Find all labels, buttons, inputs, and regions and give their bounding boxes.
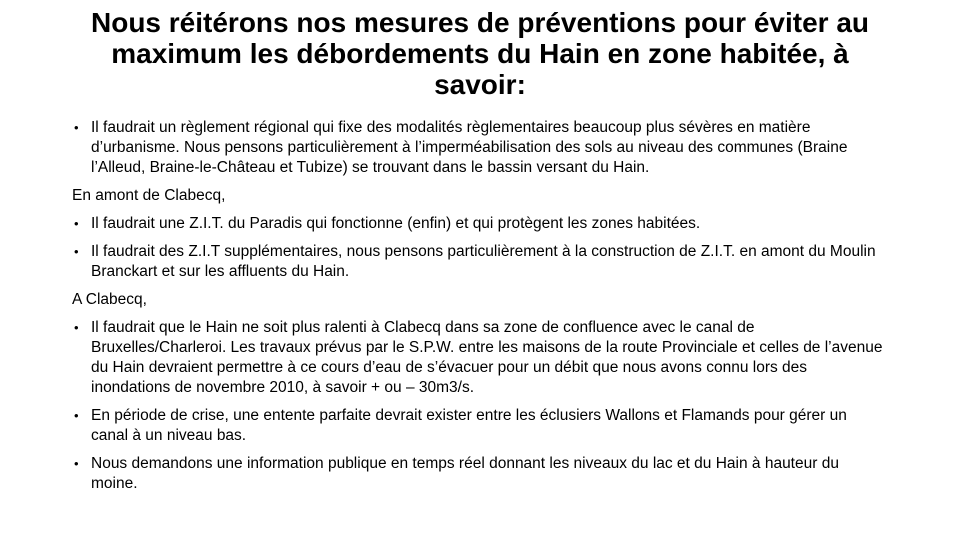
slide-title: Nous réitérons nos mesures de préventions pour éviter au maximum les débordements du Hain en zone habitée, à savoir: bbox=[91, 7, 869, 100]
bullet-item-information-publique bbox=[72, 454, 888, 494]
bullet-item-entente-eclusiers bbox=[72, 406, 888, 446]
paragraph-text: A Clabecq, bbox=[72, 291, 147, 308]
bullet-icon: • bbox=[74, 120, 79, 135]
bullet-text: Il faudrait des Z.I.T supplémentaires, nous pensons particulièrement à la construction de Z.I.T. en amont du Moulin Branckart et sur les affluents du Hain. bbox=[91, 243, 876, 280]
paragraph-en-amont-de-clabecq bbox=[72, 186, 888, 206]
bullet-icon: • bbox=[74, 456, 79, 471]
bullet-text: Il faudrait une Z.I.T. du Paradis qui fonctionne (enfin) et qui protègent les zones habitées. bbox=[91, 215, 701, 232]
bullet-item-hain-ralenti bbox=[72, 318, 888, 398]
slide-body bbox=[72, 118, 888, 502]
bullet-text: En période de crise, une entente parfaite devrait exister entre les éclusiers Wallons et Flamands pour gérer un canal à un niveau bas. bbox=[91, 407, 847, 444]
paragraph-a-clabecq bbox=[72, 290, 888, 310]
paragraph-text: En amont de Clabecq, bbox=[72, 187, 226, 204]
bullet-item-zit-supplementaires bbox=[72, 242, 888, 282]
bullet-icon: • bbox=[74, 244, 79, 259]
bullet-icon: • bbox=[74, 408, 79, 423]
bullet-item-zit-paradis bbox=[72, 214, 888, 234]
bullet-text: Il faudrait un règlement régional qui fixe des modalités règlementaires beaucoup plus sévères en matière d’urbanisme. Nous pensons particulièrement à l’imperméabilisation des sols au niveau des communes (Braine l’Alleud, Braine-le-Château et Tubize) se trouvant dans le bassin versant du Hain. bbox=[91, 119, 848, 176]
bullet-text: Il faudrait que le Hain ne soit plus ralenti à Clabecq dans sa zone de confluence avec le canal de Bruxelles/Charleroi. Les travaux prévus par le S.P.W. entre les maisons de la route Provinciale et celles de l’avenue du Hain devraient permettre à ce cours d’eau de s’évacuer pour un débit que nous avons connu lors des inondations de novembre 2010, à savoir + ou – 30m3/s. bbox=[91, 319, 883, 396]
bullet-item-reglement-regional bbox=[72, 118, 888, 178]
bullet-text: Nous demandons une information publique en temps réel donnant les niveaux du lac et du Hain à hauteur du moine. bbox=[91, 455, 839, 492]
bullet-icon: • bbox=[74, 320, 79, 335]
bullet-icon: • bbox=[74, 216, 79, 231]
